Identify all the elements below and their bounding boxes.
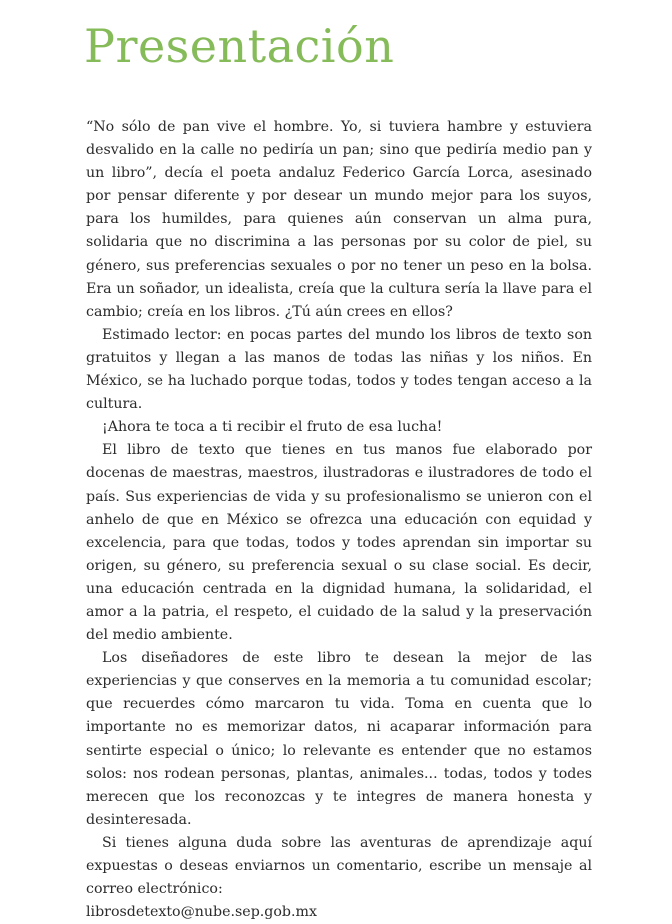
page-title: Presentación	[84, 19, 395, 73]
paragraph-fruto-lucha: ¡Ahora te toca a ti recibir el fruto de esa lucha!	[102, 419, 443, 436]
email-address[interactable]: librosdetexto@nube.sep.gob.mx	[86, 904, 317, 921]
contact-text: Si tienes alguna duda sobre las aventuras de aprendizaje aquí expuestas o deseas enviarnos un comentario, escribe un mensaje al correo electrónico:	[86, 834, 592, 898]
paragraph-quote: “No sólo de pan vive el hombre. Yo, si tuviera hambre y estuviera desvalido en la calle no pediría un pan; sino que pediría medio pan y un libro”, decía el poeta andaluz Federico García Lorca, asesinado por pensar diferente y por desear un mundo mejor para los suyos, para los humildes, para quienes aún conservan un alma pura, solidaria que no discrimina a las personas por su color de piel, su género, sus preferencias sexuales o por no tener un peso en la bolsa. Era un soñador, un idealista, creía que la cultura sería la llave para el cambio; creía en los libros. ¿Tú aún crees en ellos?	[86, 119, 592, 320]
paragraph-contacto	[86, 832, 592, 924]
paragraph-libro-de-texto: El libro de texto que tienes en tus manos fue elaborado por docenas de maestras, maestros, ilustradoras e ilustradores de todo el país. Sus experiencias de vida y su profesionalismo se unieron con el anhelo de que en México se ofrezca una educación con equidad y excelencia, para que todas, todos y todes aprendan sin importar su origen, su género, su preferencia sexual o su clase social. Es decir, una educación centrada en la dignidad humana, la solidaridad, el amor a la patria, el respeto, el cuidado de la salud y la preservación del medio ambiente.	[86, 442, 592, 644]
paragraph-disenadores: Los diseñadores de este libro te desean la mejor de las experiencias y que conserves en la memoria a tu comunidad escolar; que recuerdes cómo marcaron tu vida. Toma en cuenta que lo importante no es memorizar datos, ni acaparar información para sentirte especial o único; lo relevante es entender que no estamos solos: nos rodean personas, plantas, animales... todas, todos y todes merecen que los reconozcas y te integres de manera honesta y desinteresada.	[86, 650, 592, 828]
presentation-body	[86, 116, 592, 924]
paragraph-estimado-lector: Estimado lector: en pocas partes del mundo los libros de texto son gratuitos y llegan a las manos de todas las niñas y los niños. En México, se ha luchado porque todas, todos y todes tengan acceso a la cultura.	[86, 326, 592, 413]
